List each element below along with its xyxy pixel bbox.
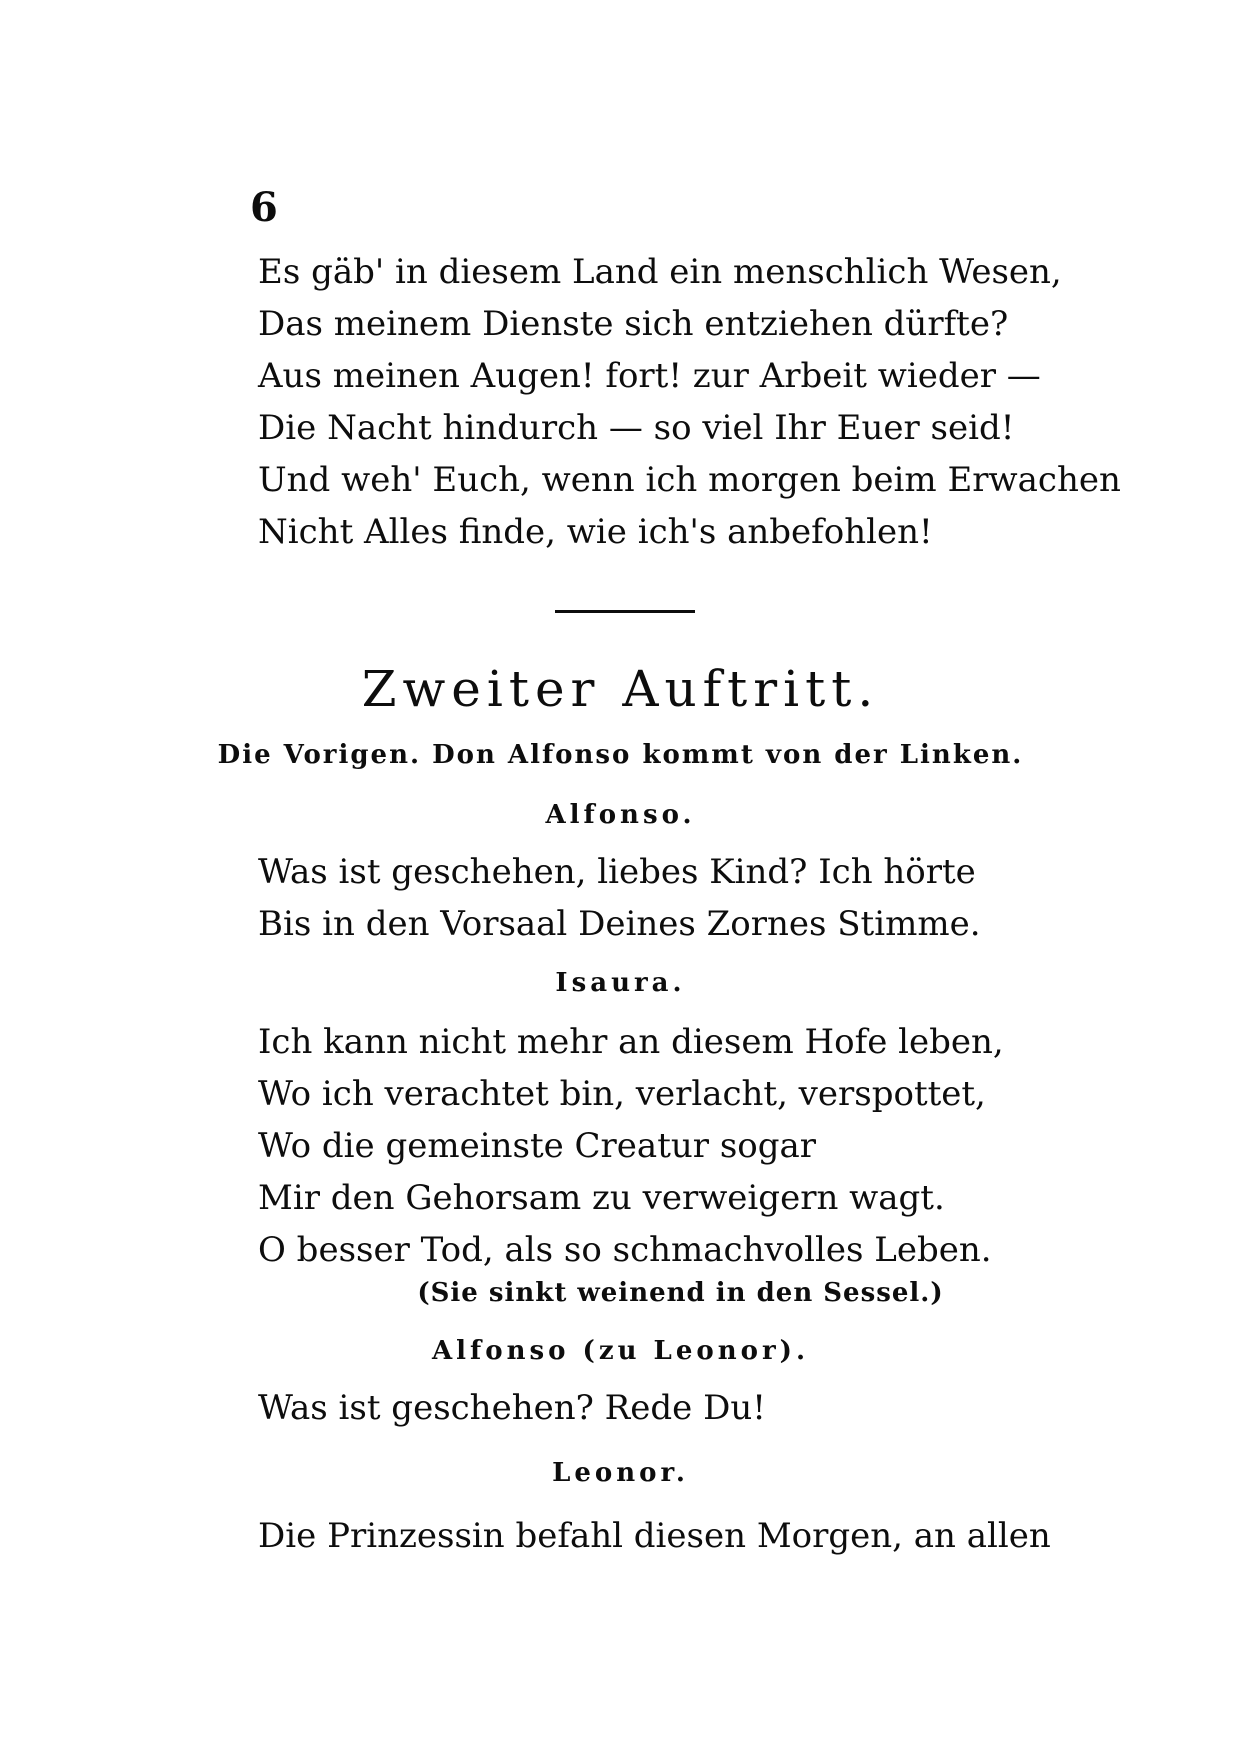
section-divider [555, 610, 695, 613]
verse-line: Das meinem Dienste sich entziehen dürfte? [258, 304, 1009, 344]
speaker-name: Alfonso. [545, 800, 696, 830]
verse-line: Die Nacht hindurch — so viel Ihr Euer seid! [258, 408, 1015, 448]
stage-direction: Die Vorigen. Don Alfonso kommt von der Linken. [217, 740, 1024, 770]
speaker-name: Isaura. [555, 968, 686, 998]
verse-line: Es gäb' in diesem Land ein menschlich Wesen, [258, 252, 1062, 292]
verse-line: Aus meinen Augen! fort! zur Arbeit wieder — [258, 356, 1041, 396]
verse-line: Wo ich verachtet bin, verlacht, verspottet, [258, 1074, 986, 1114]
verse-line: Und weh' Euch, wenn ich morgen beim Erwachen [258, 460, 1121, 500]
verse-line: Mir den Gehorsam zu verweigern wagt. [258, 1178, 945, 1218]
speech-block-4 [258, 1510, 1051, 1562]
verse-line: Was ist geschehen, liebes Kind? Ich hörte [258, 852, 976, 892]
page-number: 6 [250, 184, 278, 231]
scene-title: Zweiter Auftritt. [361, 660, 880, 718]
speaker-name: Leonor. [552, 1458, 689, 1488]
verse-block-1 [258, 246, 1121, 558]
verse-line: Bis in den Vorsaal Deines Zornes Stimme. [258, 904, 981, 944]
speech-block-2 [258, 1016, 1018, 1276]
verse-line: Die Prinzessin befahl diesen Morgen, an allen [258, 1516, 1051, 1556]
verse-line: Wo die gemeinste Creatur sogar [258, 1126, 817, 1166]
verse-line: Was ist geschehen? Rede Du! [258, 1388, 766, 1428]
verse-line: Nicht Alles finde, wie ich's anbefohlen! [258, 512, 933, 552]
speaker-name: Alfonso (zu Leonor). [432, 1336, 809, 1366]
speech-block-1 [258, 846, 1018, 950]
verse-line: O besser Tod, als so schmachvolles Leben. [258, 1230, 992, 1270]
stage-direction-inline: (Sie sinkt weinend in den Sessel.) [417, 1278, 944, 1308]
speech-block-3 [258, 1382, 1018, 1434]
verse-line: Ich kann nicht mehr an diesem Hofe leben, [258, 1022, 1004, 1062]
